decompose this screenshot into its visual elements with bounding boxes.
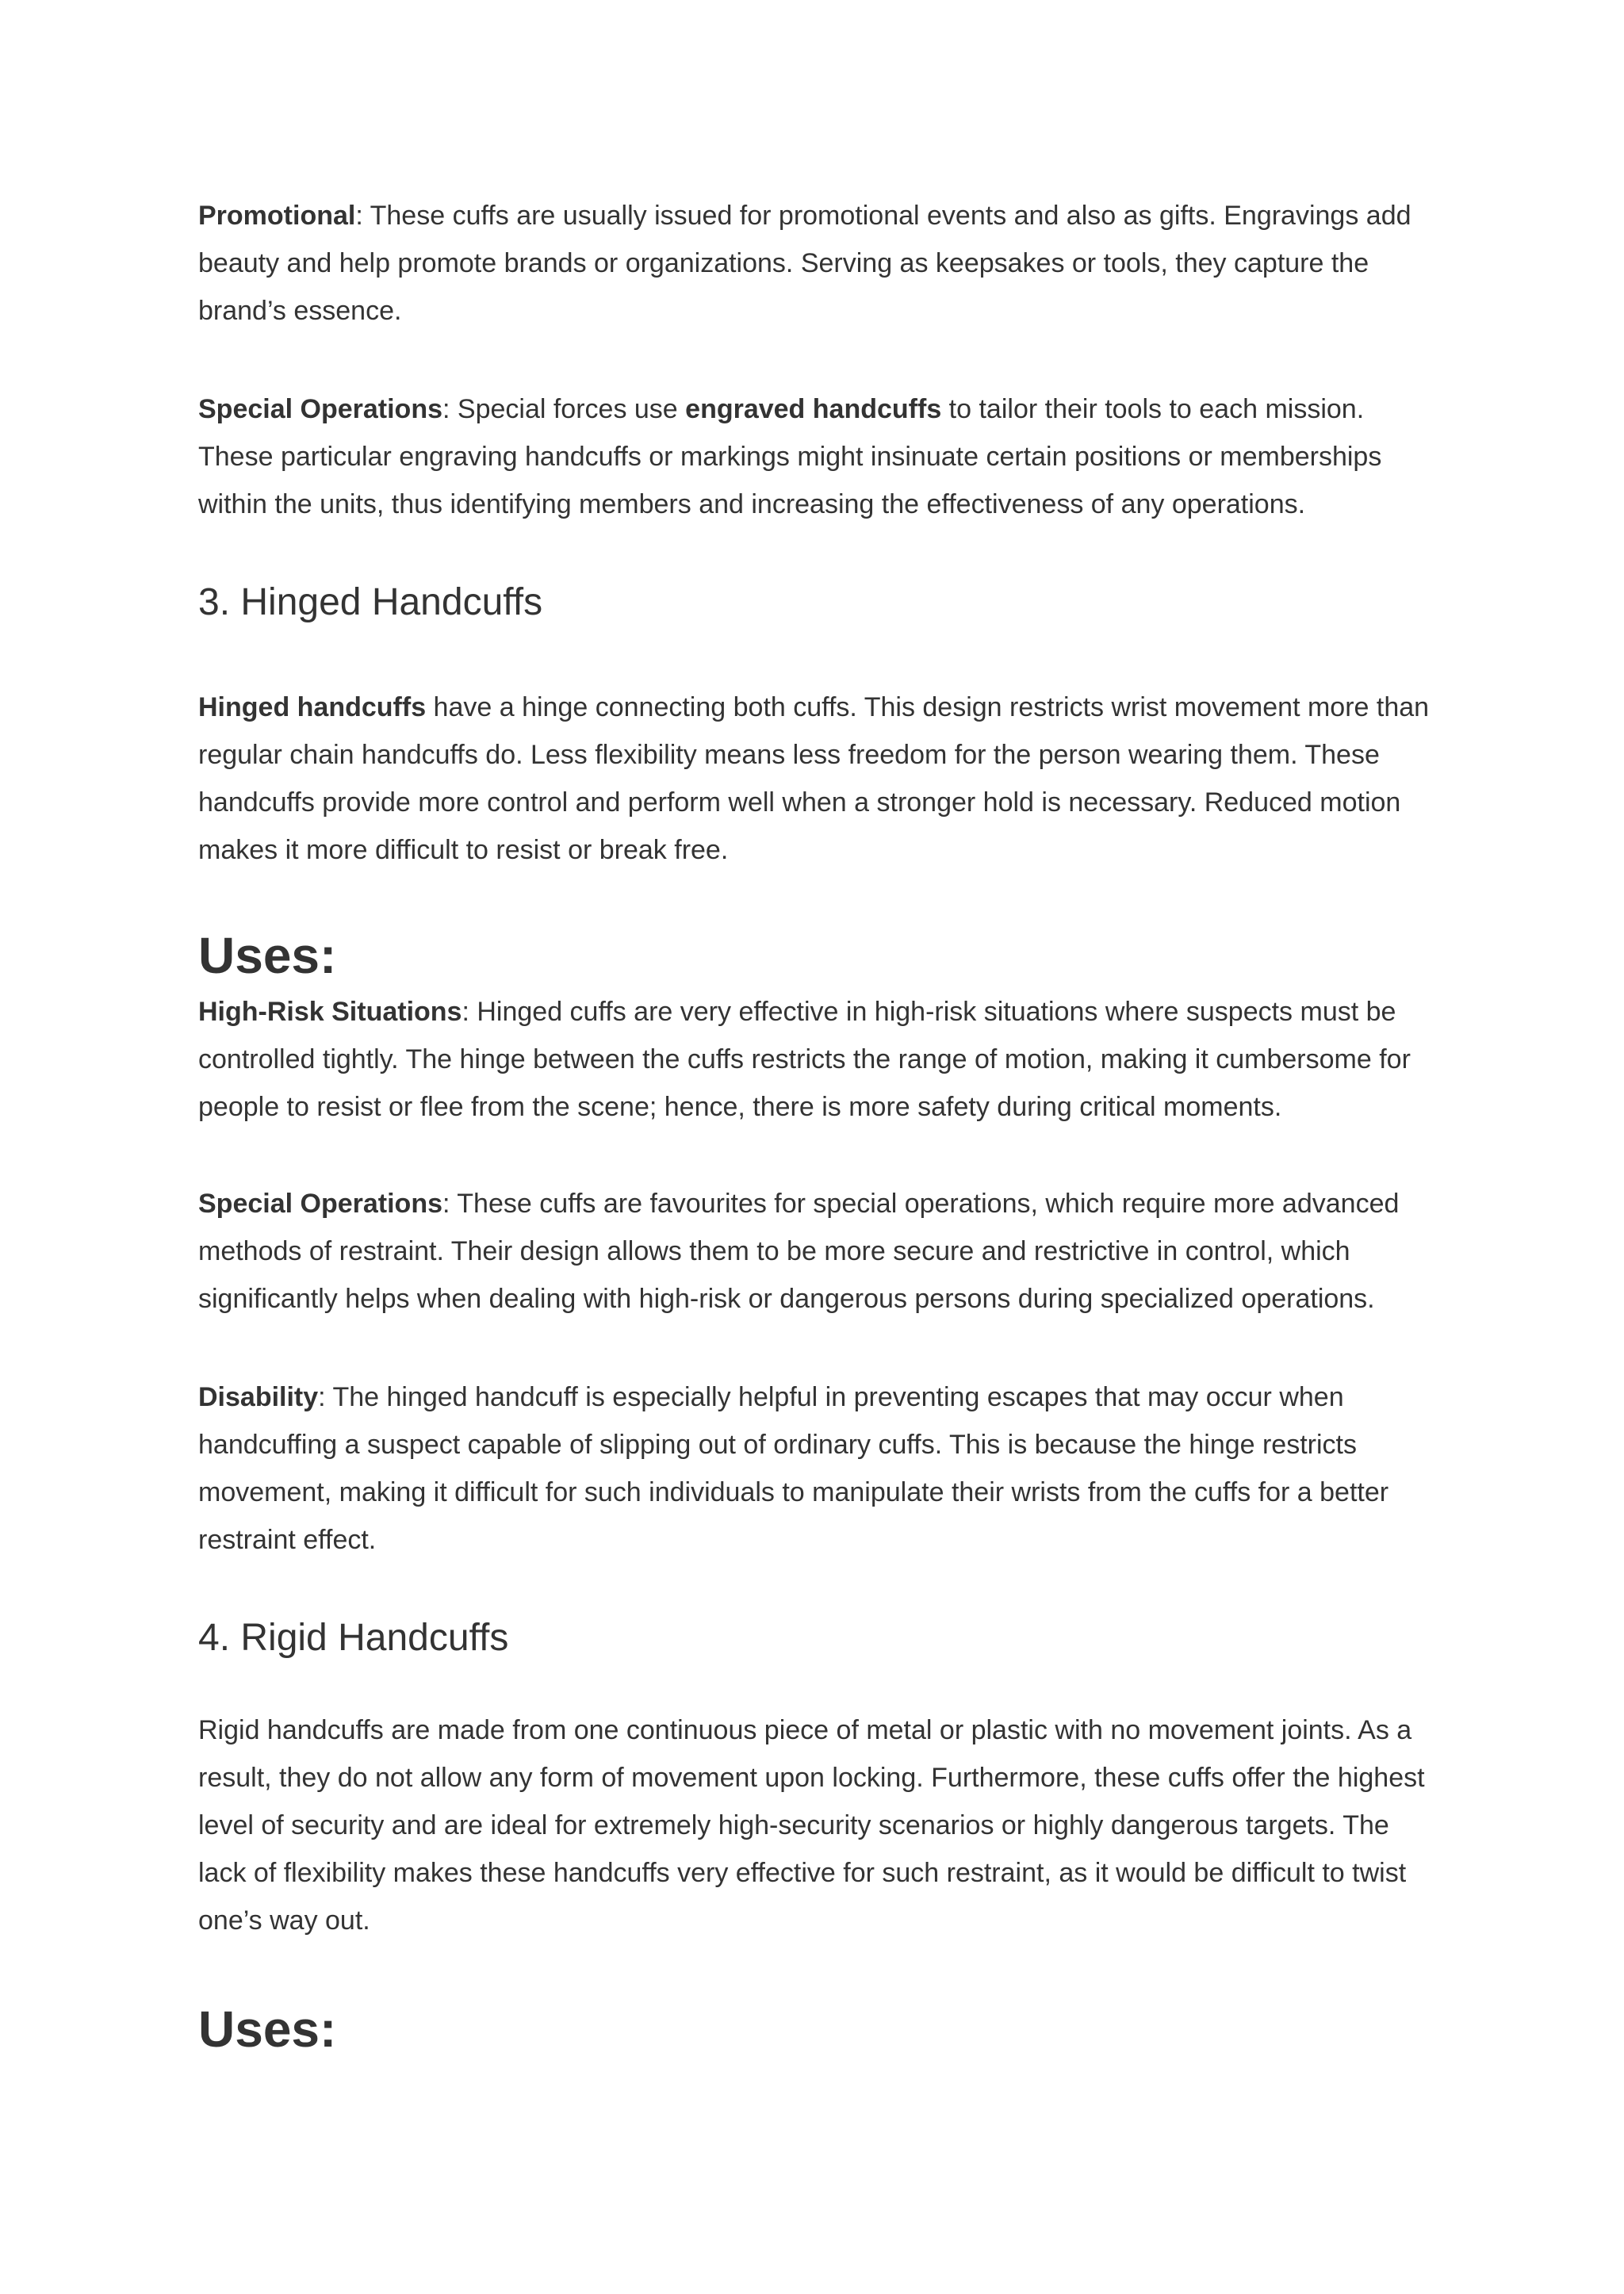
hinged-special-operations-label: Special Operations <box>198 1189 442 1219</box>
high-risk-paragraph <box>198 988 1443 1131</box>
rigid-uses-heading: Uses: <box>198 2001 337 2058</box>
rigid-intro-text: Rigid handcuffs are made from one continuous piece of metal or plastic with no movement joints. As a result, they do not allow any form of movement upon locking. Furthermore, these cuffs offer the highest level of security and are ideal for extremely high-security scenarios or highly dangerous targets. The lack of flexibility makes these handcuffs very effective for such restraint, as it would be difficult to twist one’s way out. <box>198 1715 1425 1936</box>
hinged-intro-text: have a hinge connecting both cuffs. This design restricts wrist movement more than regular chain handcuffs do. Less flexibility means less freedom for the person wearing them. These handcuffs provide more control and perform well when a stronger hold is necessary. Reduced motion makes it more difficult to resist or break free. <box>198 692 1430 865</box>
disability-text: : The hinged handcuff is especially helpful in preventing escapes that may occur when handcuffing a suspect capable of slipping out of ordinary cuffs. This is because the hinge restricts movement, making it difficult for such individuals to manipulate their wrists from the cuffs for a better restraint effect. <box>198 1382 1389 1555</box>
promotional-label: Promotional <box>198 201 356 231</box>
disability-label: Disability <box>198 1382 319 1412</box>
special-operations-engraved-paragraph <box>198 385 1443 528</box>
hinged-intro-paragraph <box>198 684 1443 874</box>
hinged-handcuffs-heading: 3. Hinged Handcuffs <box>198 581 543 623</box>
special-operations-text-a: : Special forces use <box>442 394 686 424</box>
special-operations-label: Special Operations <box>198 394 442 424</box>
hinged-special-operations-text: : These cuffs are favourites for special operations, which require more advanced methods of restraint. Their design allows them to be more secure and restrictive in control, which significantly helps when dealing with high-risk or dangerous persons during specialized operations. <box>198 1189 1400 1314</box>
high-risk-text: : Hinged cuffs are very effective in high-risk situations where suspects must be controlled tightly. The hinge between the cuffs restricts the range of motion, making it cumbersome for people to resist or flee from the scene; hence, there is more safety during critical moments. <box>198 997 1411 1122</box>
special-operations-text-b: to tailor their tools to each mission. These particular engraving handcuffs or markings might insinuate certain positions or memberships within the units, thus identifying members and increasing the effectiveness of any operations. <box>198 394 1382 519</box>
hinged-special-operations-paragraph <box>198 1180 1443 1323</box>
promotional-paragraph <box>198 192 1443 335</box>
hinged-uses-heading: Uses: <box>198 927 337 984</box>
engraved-handcuffs-bold: engraved handcuffs <box>685 394 942 424</box>
promotional-text: : These cuffs are usually issued for promotional events and also as gifts. Engravings add beauty and help promote brands or organizations. Serving as keepsakes or tools, they capture the brand’s essence. <box>198 201 1411 326</box>
disability-paragraph <box>198 1373 1443 1564</box>
rigid-intro-paragraph <box>198 1706 1443 1944</box>
rigid-handcuffs-heading: 4. Rigid Handcuffs <box>198 1617 509 1659</box>
high-risk-label: High-Risk Situations <box>198 997 462 1027</box>
document-page <box>198 192 1443 2057</box>
hinged-handcuffs-bold: Hinged handcuffs <box>198 692 427 722</box>
